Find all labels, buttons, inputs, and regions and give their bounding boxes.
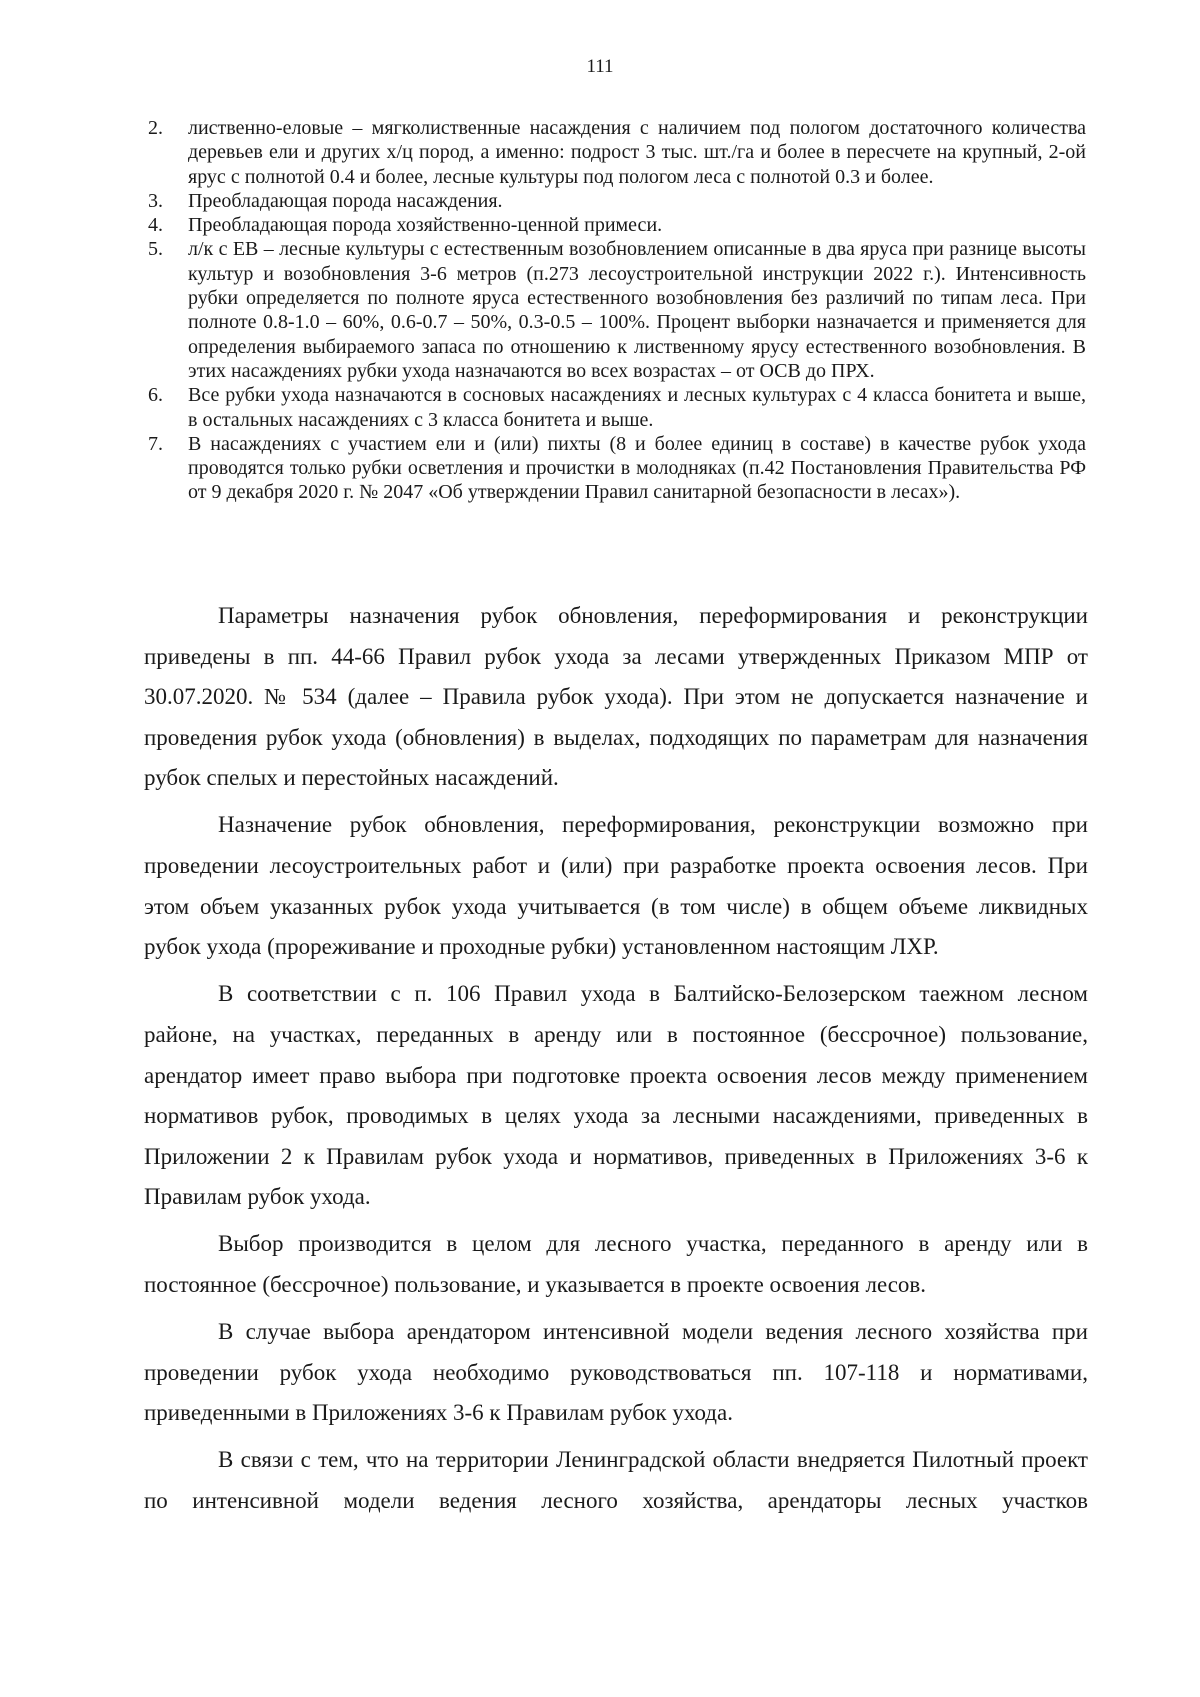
body-text — [144, 596, 1088, 1528]
footnote-item — [148, 189, 1086, 213]
paragraph: Выбор производится в целом для лесного участка, переданного в аренду или в постоянное (бессрочное) пользование, и указывается в проекте освоения лесов. — [144, 1231, 1088, 1297]
footnote-item — [148, 213, 1086, 237]
paragraph: В соответствии с п. 106 Правил ухода в Балтийско-Белозерском таежном лесном районе, на участках, переданных в аренду или в постоянное (бессрочное) пользование, арендатор имеет право выбора при подготовке проекта освоения лесов между применением нормативов рубок, проводимых в целях ухода за лесными насаждениями, приведенных в Приложении 2 к Правилам рубок ухода и нормативов, приведенных в Приложениях 3-6 к Правилам рубок ухода. — [144, 981, 1088, 1210]
footnote-text: л/к с ЕВ – лесные культуры с естественным возобновлением описанные в два яруса при разнице высоты культур и возобновления 3-6 метров (п.273 лесоустроительной инструкции 2022 г.). Интенсивность рубки определяется по полноте яруса естественного возобновления без различий по типам леса. При полноте 0.8-1.0 – 60%, 0.6-0.7 – 50%, 0.3-0.5 – 100%. Процент выборки назначается и применяется для определения выбираемого запаса по отношению к лиственному ярусу естественного возобновления. В этих насаждениях рубки ухода назначаются во всех возрастах – от ОСВ до ПРХ. — [188, 238, 1086, 382]
footnote-item — [148, 432, 1086, 505]
footnote-number: 4. — [148, 214, 163, 237]
footnote-text: Преобладающая порода хозяйственно-ценной примеси. — [188, 214, 663, 237]
footnote-item — [148, 237, 1086, 383]
footnote-number: 7. — [148, 432, 163, 455]
footnote-text: Все рубки ухода назначаются в сосновых насаждениях и лесных культурах с 4 класса бонитета и выше, в остальных насаждениях с 3 класса бонитета и выше. — [188, 384, 1086, 431]
paragraph: Параметры назначения рубок обновления, переформирования и реконструкции приведены в пп. 44-66 Правил рубок ухода за лесами утвержденных Приказом МПР от 30.07.2020. № 534 (далее – Правила рубок ухода). При этом не допускается назначение и проведения рубок ухода (обновления) в выделах, подходящих по параметрам для назначения рубок спелых и перестойных насаждений. — [144, 603, 1088, 791]
footnote-item — [148, 116, 1086, 189]
paragraph: В случае выбора арендатором интенсивной модели ведения лесного хозяйства при проведении рубок ухода необходимо руководствоваться пп. 107-118 и нормативами, приведенными в Приложениях 3-6 к Правилам рубок ухода. — [144, 1319, 1088, 1426]
footnote-item — [148, 383, 1086, 432]
footnote-text: В насаждениях с участием ели и (или) пихты (8 и более единиц в составе) в качестве рубок ухода проводятся только рубки осветления и прочистки в молодняках (п.42 Постановления Правительства РФ от 9 декабря 2020 г. № 2047 «Об утверждении Правил санитарной безопасности в лесах»). — [188, 432, 1086, 504]
paragraph: В связи с тем, что на территории Ленинградской области внедряется Пилотный проект по интенсивной модели ведения лесного хозяйства, арендаторы лесных участков — [144, 1447, 1088, 1513]
footnote-number: 3. — [148, 189, 163, 212]
footnote-number: 2. — [148, 117, 163, 139]
footnote-number: 5. — [148, 238, 163, 261]
footnote-text: лиственно-еловые – мягколиственные насаждения с наличием под пологом достаточного количества деревьев ели и других х/ц пород, а именно: подрост 3 тыс. шт./га и более в пересчете на крупный, 2-ой ярус с полнотой 0.4 и более, лесные культуры под пологом леса с полнотой 0.3 и более. — [188, 117, 1086, 188]
page-number: 111 — [586, 56, 614, 77]
footnote-number: 6. — [148, 384, 163, 407]
footnote-text: Преобладающая порода насаждения. — [188, 189, 503, 212]
paragraph: Назначение рубок обновления, переформирования, реконструкции возможно при проведении лесоустроительных работ и (или) при разработке проекта освоения лесов. При этом объем указанных рубок ухода учитывается (в том числе) в общем объеме ликвидных рубок ухода (прореживание и проходные рубки) установленном настоящим ЛХР. — [144, 812, 1088, 960]
footnotes-list — [148, 116, 1086, 505]
